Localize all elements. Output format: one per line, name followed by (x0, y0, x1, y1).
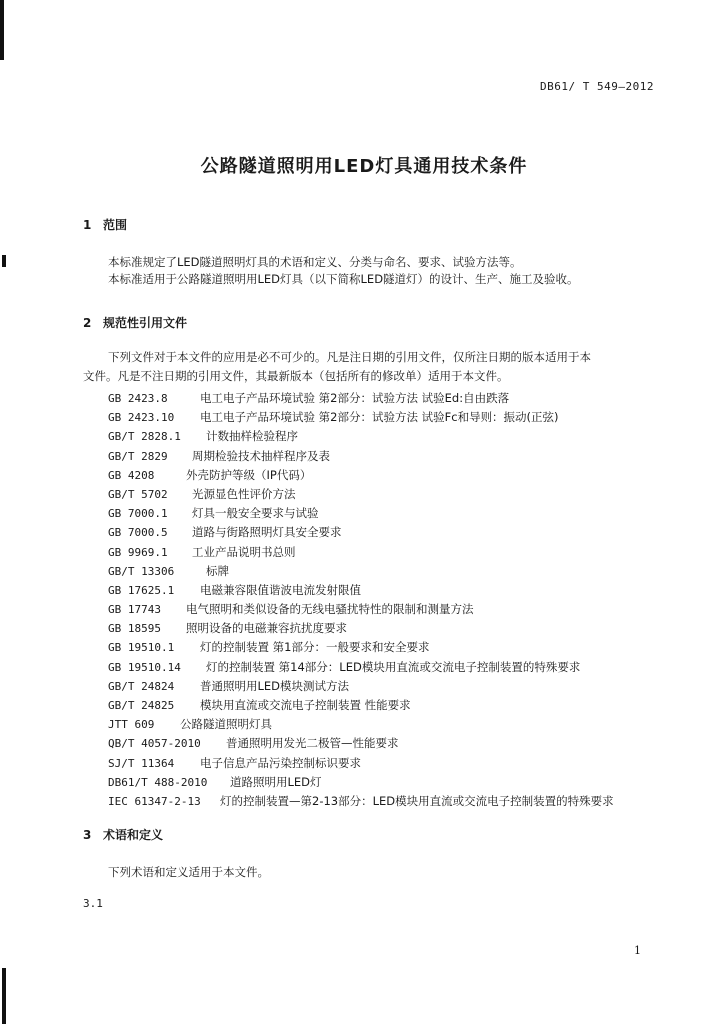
reference-title: 光源显色性评价方法 (192, 486, 296, 501)
reference-item (108, 467, 614, 486)
reference-code: IEC 61347-2-13 (108, 794, 201, 808)
reference-code: GB 9969.1 (108, 545, 168, 559)
reference-item (108, 678, 614, 697)
reference-code: GB 17743 (108, 603, 161, 617)
reference-code: DB61/T 488-2010 (108, 775, 208, 789)
scan-edge-top (0, 0, 4, 60)
reference-title: 电工电子产品环境试验 第2部分：试验方法 试验Fc和导则：振动(正弦) (200, 410, 559, 425)
reference-item (108, 774, 614, 793)
section-title: 规范性引用文件 (103, 316, 188, 330)
subsection-number: 3.1 (83, 897, 103, 910)
reference-code: GB/T 13306 (108, 564, 175, 578)
section-title: 范围 (103, 218, 128, 232)
reference-code: GB/T 24825 (108, 699, 175, 712)
reference-item (108, 735, 614, 754)
reference-item (108, 639, 614, 658)
reference-code: GB 7000.1 (108, 507, 168, 521)
reference-title: 电磁兼容限值谐波电流发射限值 (200, 582, 361, 597)
reference-item (108, 620, 614, 639)
reference-title: 照明设备的电磁兼容抗扰度要求 (186, 621, 347, 636)
reference-code: GB 4208 (108, 468, 155, 482)
reference-item (108, 563, 614, 582)
reference-code: GB/T 2829 (108, 449, 168, 463)
section-1-heading (83, 216, 127, 233)
reference-title: 普通照明用发光二极管—性能要求 (226, 736, 399, 751)
reference-item (108, 755, 614, 774)
reference-code: GB 19510.1 (108, 641, 175, 655)
section-title: 术语和定义 (103, 828, 164, 842)
reference-title: 道路与街路照明灯具安全要求 (192, 525, 342, 540)
reference-code: GB 19510.14 (108, 660, 181, 674)
document-title: 公路隧道照明用LED灯具通用技术条件 (200, 156, 528, 177)
reference-title: 计数抽样检验程序 (206, 429, 298, 444)
refs-intro-line-1: 下列文件对于本文件的应用是必不可少的。凡是注日期的引用文件，仅所注日期的版本适用于本 (108, 350, 591, 364)
reference-code: GB 2423.10 (108, 411, 175, 425)
section-number: 2 (83, 316, 92, 330)
reference-title: 外壳防护等级（IP代码） (186, 467, 312, 482)
reference-item (108, 793, 614, 812)
reference-item (108, 659, 614, 678)
reference-item (108, 505, 614, 524)
reference-item (108, 486, 614, 505)
reference-code: SJ/T 11364 (108, 756, 175, 770)
reference-code: GB 2423.8 (108, 392, 168, 405)
reference-title: 模块用直流或交流电子控制装置 性能要求 (200, 698, 411, 712)
reference-title: 电工电子产品环境试验 第2部分：试验方法 试验Ed:自由跌落 (200, 391, 510, 405)
reference-item (108, 390, 614, 409)
scan-edge-mark (2, 255, 6, 267)
reference-code: GB 17625.1 (108, 583, 175, 597)
reference-code: GB/T 24824 (108, 679, 175, 693)
section-2-heading (83, 314, 187, 331)
reference-title: 周期检验技术抽样程序及表 (192, 448, 330, 463)
reference-title: 道路照明用LED灯 (230, 774, 322, 789)
reference-code: GB 7000.5 (108, 526, 168, 540)
reference-code: JTT 609 (108, 718, 155, 732)
reference-item (108, 601, 614, 620)
terms-intro: 下列术语和定义适用于本文件。 (108, 865, 269, 879)
reference-item (108, 524, 614, 543)
reference-code: GB/T 5702 (108, 487, 168, 501)
reference-code: GB/T 2828.1 (108, 430, 181, 444)
reference-list (108, 390, 614, 812)
reference-item (108, 697, 614, 716)
reference-title: 公路隧道照明灯具 (180, 717, 272, 732)
reference-item (108, 716, 614, 735)
reference-title: 灯的控制装置—第2-13部分：LED模块用直流或交流电子控制装置的特殊要求 (220, 793, 614, 808)
section-number: 3 (83, 828, 92, 842)
reference-title: 灯具一般安全要求与试验 (192, 506, 319, 521)
reference-code: QB/T 4057-2010 (108, 737, 201, 751)
reference-item (108, 409, 614, 428)
page-number: 1 (634, 944, 641, 957)
reference-title: 标牌 (206, 563, 229, 578)
scope-paragraph-2: 本标准适用于公路隧道照明用LED灯具（以下简称LED隧道灯）的设计、生产、施工及验收。 (108, 272, 579, 286)
reference-title: 灯的控制装置 第1部分：一般要求和安全要求 (200, 640, 430, 655)
reference-item (108, 544, 614, 563)
reference-title: 电子信息产品污染控制标识要求 (200, 755, 361, 770)
reference-item (108, 428, 614, 447)
scan-edge-bottom (2, 968, 6, 1024)
reference-title: 工业产品说明书总则 (192, 544, 296, 559)
reference-item (108, 448, 614, 467)
standard-number: DB61/ T 549—2012 (540, 80, 654, 93)
section-number: 1 (83, 218, 92, 232)
reference-code: GB 18595 (108, 622, 161, 636)
scope-paragraph-1: 本标准规定了LED隧道照明灯具的术语和定义、分类与命名、要求、试验方法等。 (108, 255, 522, 269)
reference-item (108, 582, 614, 601)
reference-title: 电气照明和类似设备的无线电骚扰特性的限制和测量方法 (186, 602, 474, 617)
reference-title: 灯的控制装置 第14部分：LED模块用直流或交流电子控制装置的特殊要求 (206, 659, 581, 674)
section-3-heading (83, 826, 163, 843)
refs-intro-line-2: 文件。凡是不注日期的引用文件，其最新版本（包括所有的修改单）适用于本文件。 (83, 369, 509, 383)
reference-title: 普通照明用LED模块测试方法 (200, 678, 350, 693)
